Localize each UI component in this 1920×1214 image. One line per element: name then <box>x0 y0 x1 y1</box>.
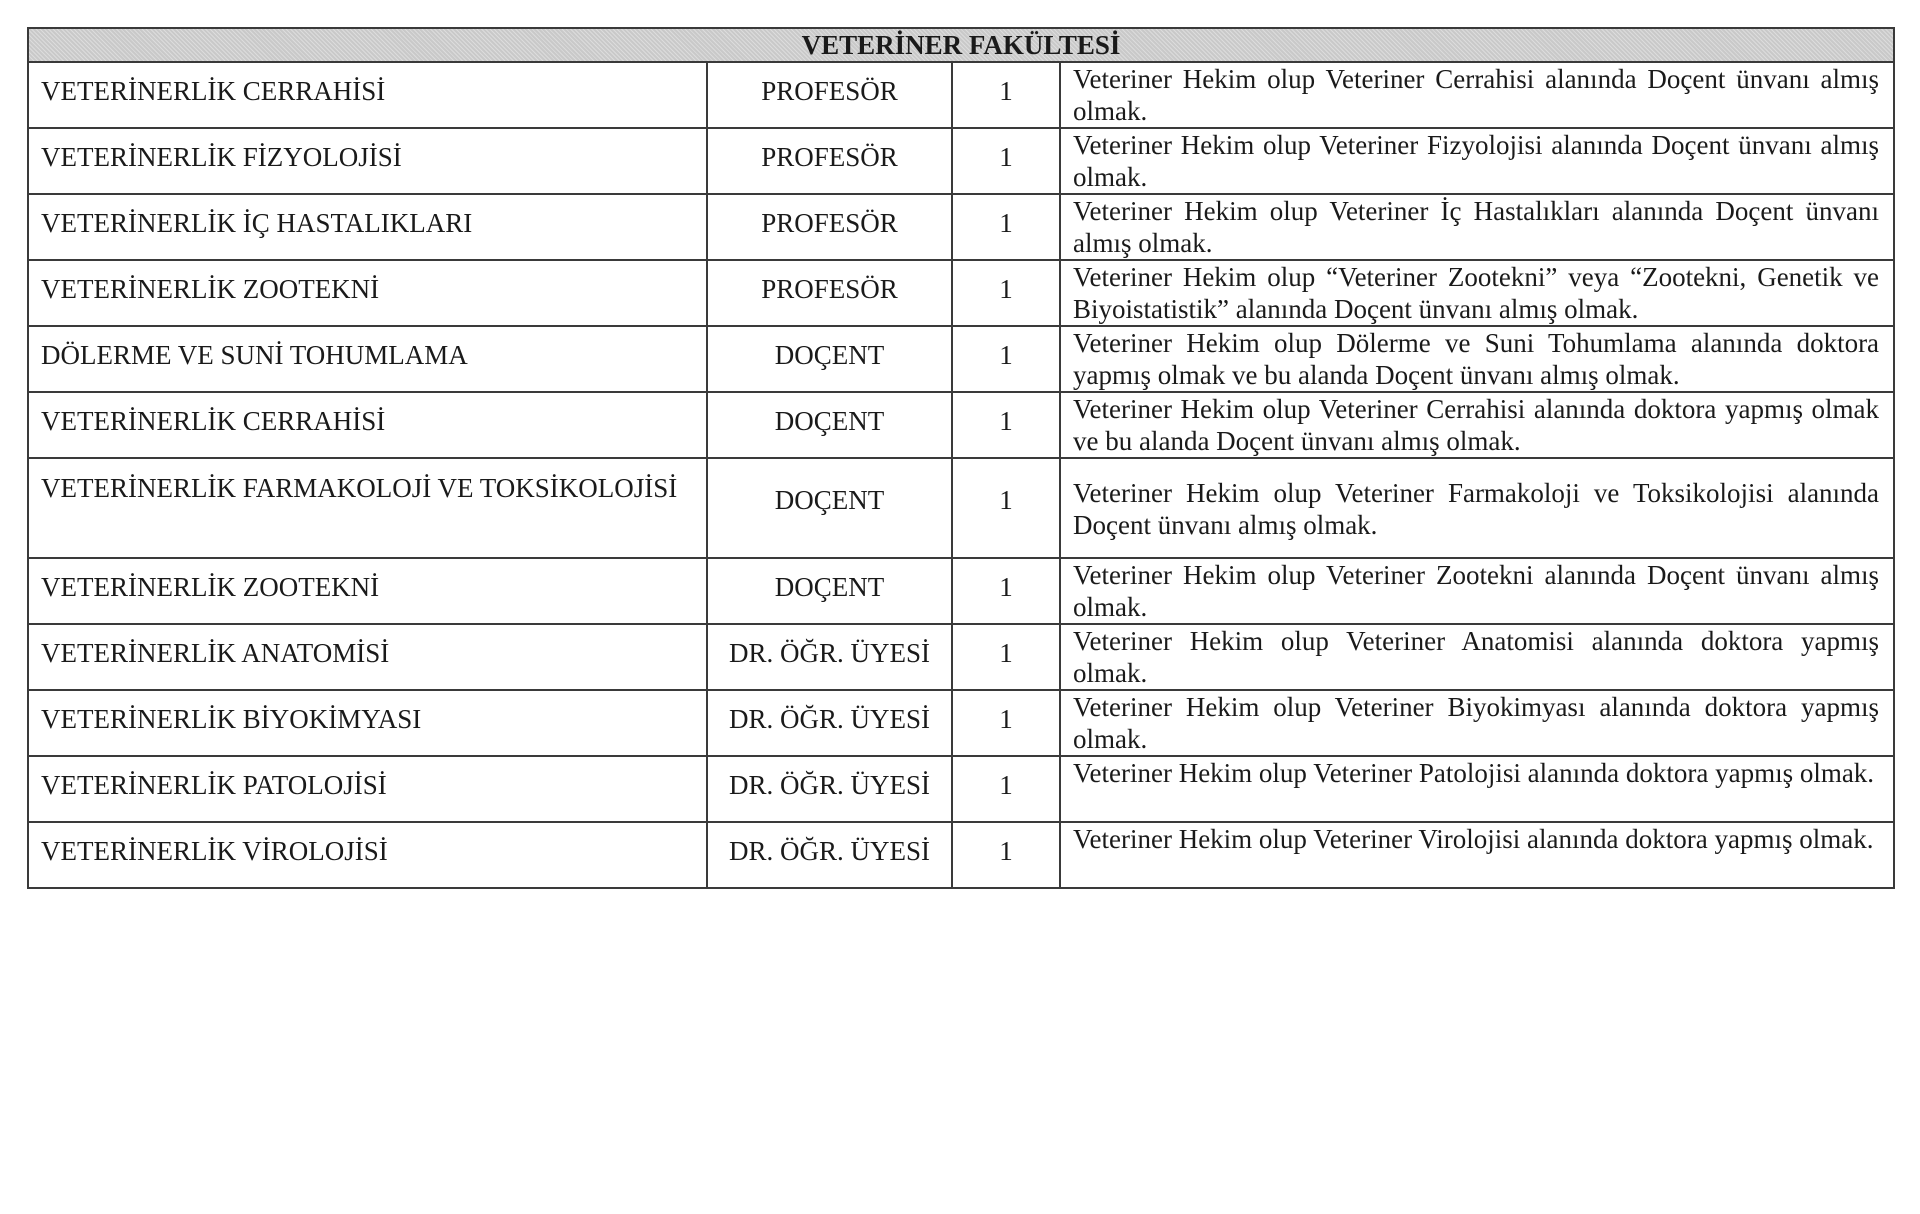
department-name: DÖLERME VE SUNİ TOHUMLAMA <box>41 340 468 370</box>
requirement-cell <box>1060 260 1894 326</box>
requirement-cell <box>1060 558 1894 624</box>
faculty-positions-table <box>27 27 1895 889</box>
requirement-text: Veteriner Hekim olup Veteriner Fizyolojisi alanında Doçent ünvanı almış olmak. <box>1073 130 1880 192</box>
position-count: 1 <box>999 274 1013 304</box>
requirement-text: Veteriner Hekim olup Veteriner Cerrahisi alanında doktora yapmış olmak ve bu alanda Doçent ünvanı almış olmak. <box>1073 394 1880 456</box>
requirement-cell <box>1060 822 1894 888</box>
requirement-text: Veteriner Hekim olup Veteriner Virolojisi alanında doktora yapmış olmak. <box>1073 824 1874 854</box>
department-cell <box>28 128 707 194</box>
department-name: VETERİNERLİK PATOLOJİSİ <box>41 770 387 800</box>
academic-title: DR. ÖĞR. ÜYESİ <box>728 836 930 866</box>
title-cell <box>707 260 952 326</box>
department-name: VETERİNERLİK FİZYOLOJİSİ <box>41 142 402 172</box>
academic-title: DR. ÖĞR. ÜYESİ <box>728 704 930 734</box>
department-cell <box>28 822 707 888</box>
position-count: 1 <box>999 572 1013 602</box>
requirement-cell <box>1060 756 1894 822</box>
department-cell <box>28 624 707 690</box>
position-count: 1 <box>999 770 1013 800</box>
academic-title: DR. ÖĞR. ÜYESİ <box>728 638 930 668</box>
position-count: 1 <box>999 704 1013 734</box>
department-name: VETERİNERLİK VİROLOJİSİ <box>41 836 388 866</box>
requirement-text: Veteriner Hekim olup “Veteriner Zootekni” veya “Zootekni, Genetik ve Biyoistatistik” alanında Doçent ünvanı almış olmak. <box>1073 262 1880 324</box>
requirement-text: Veteriner Hekim olup Veteriner Zootekni alanında Doçent ünvanı almış olmak. <box>1073 560 1880 622</box>
count-cell <box>952 326 1060 392</box>
table-row <box>28 326 1894 392</box>
department-name: VETERİNERLİK BİYOKİMYASI <box>41 704 422 734</box>
requirement-cell <box>1060 326 1894 392</box>
department-name: VETERİNERLİK ZOOTEKNİ <box>41 572 380 602</box>
department-cell <box>28 62 707 128</box>
requirement-text: Veteriner Hekim olup Veteriner Cerrahisi alanında Doçent ünvanı almış olmak. <box>1073 64 1880 126</box>
count-cell <box>952 458 1060 558</box>
department-cell <box>28 458 707 558</box>
requirement-text: Veteriner Hekim olup Veteriner Biyokimyası alanında doktora yapmış olmak. <box>1073 692 1880 754</box>
academic-title: PROFESÖR <box>761 142 898 172</box>
title-cell <box>707 194 952 260</box>
requirement-text: Veteriner Hekim olup Veteriner Farmakoloji ve Toksikolojisi alanında Doçent ünvanı almış olmak. <box>1073 478 1880 540</box>
count-cell <box>952 392 1060 458</box>
academic-title: PROFESÖR <box>761 208 898 238</box>
position-count: 1 <box>999 142 1013 172</box>
requirement-text: Veteriner Hekim olup Veteriner İç Hastalıkları alanında Doçent ünvanı almış olmak. <box>1073 196 1880 258</box>
department-cell <box>28 260 707 326</box>
department-cell <box>28 756 707 822</box>
academic-title: DOÇENT <box>774 572 885 602</box>
position-count: 1 <box>999 485 1013 515</box>
department-cell <box>28 558 707 624</box>
requirement-text: Veteriner Hekim olup Veteriner Patolojisi alanında doktora yapmış olmak. <box>1073 758 1875 788</box>
table-row <box>28 756 1894 822</box>
department-cell <box>28 690 707 756</box>
requirement-cell <box>1060 392 1894 458</box>
department-name: VETERİNERLİK CERRAHİSİ <box>41 76 386 106</box>
requirement-cell <box>1060 128 1894 194</box>
count-cell <box>952 822 1060 888</box>
department-name: VETERİNERLİK İÇ HASTALIKLARI <box>41 208 473 238</box>
table-row <box>28 558 1894 624</box>
count-cell <box>952 128 1060 194</box>
table-row <box>28 62 1894 128</box>
department-cell <box>28 194 707 260</box>
table-row <box>28 260 1894 326</box>
count-cell <box>952 62 1060 128</box>
position-count: 1 <box>999 76 1013 106</box>
academic-title: PROFESÖR <box>761 274 898 304</box>
count-cell <box>952 260 1060 326</box>
table-row <box>28 822 1894 888</box>
position-count: 1 <box>999 340 1013 370</box>
title-cell <box>707 326 952 392</box>
title-cell <box>707 458 952 558</box>
position-count: 1 <box>999 208 1013 238</box>
table-row <box>28 128 1894 194</box>
count-cell <box>952 194 1060 260</box>
position-count: 1 <box>999 406 1013 436</box>
academic-title: DOÇENT <box>774 485 885 515</box>
count-cell <box>952 558 1060 624</box>
table-row <box>28 624 1894 690</box>
table-row <box>28 392 1894 458</box>
department-name: VETERİNERLİK FARMAKOLOJİ VE TOKSİKOLOJİSİ <box>41 473 678 503</box>
title-cell <box>707 62 952 128</box>
title-cell <box>707 690 952 756</box>
requirement-cell <box>1060 624 1894 690</box>
faculty-name-header: VETERİNER FAKÜLTESİ <box>28 28 1894 62</box>
count-cell <box>952 624 1060 690</box>
requirement-text: Veteriner Hekim olup Veteriner Anatomisi alanında doktora yapmış olmak. <box>1073 626 1880 688</box>
academic-title: DR. ÖĞR. ÜYESİ <box>728 770 930 800</box>
academic-title: PROFESÖR <box>761 76 898 106</box>
academic-title: DOÇENT <box>774 340 885 370</box>
table-row <box>28 690 1894 756</box>
requirement-cell <box>1060 458 1894 558</box>
title-cell <box>707 128 952 194</box>
requirement-cell <box>1060 690 1894 756</box>
department-cell <box>28 326 707 392</box>
department-name: VETERİNERLİK CERRAHİSİ <box>41 406 386 436</box>
count-cell <box>952 756 1060 822</box>
department-cell <box>28 392 707 458</box>
table-row <box>28 458 1894 558</box>
table-row <box>28 194 1894 260</box>
academic-title: DOÇENT <box>774 406 885 436</box>
count-cell <box>952 690 1060 756</box>
title-cell <box>707 392 952 458</box>
title-cell <box>707 558 952 624</box>
position-count: 1 <box>999 638 1013 668</box>
title-cell <box>707 624 952 690</box>
title-cell <box>707 822 952 888</box>
position-count: 1 <box>999 836 1013 866</box>
requirement-cell <box>1060 62 1894 128</box>
department-name: VETERİNERLİK ZOOTEKNİ <box>41 274 380 304</box>
requirement-cell <box>1060 194 1894 260</box>
requirement-text: Veteriner Hekim olup Dölerme ve Suni Tohumlama alanında doktora yapmış olmak ve bu alanda Doçent ünvanı almış olmak. <box>1073 328 1880 390</box>
title-cell <box>707 756 952 822</box>
department-name: VETERİNERLİK ANATOMİSİ <box>41 638 390 668</box>
table-header-row <box>28 28 1894 62</box>
